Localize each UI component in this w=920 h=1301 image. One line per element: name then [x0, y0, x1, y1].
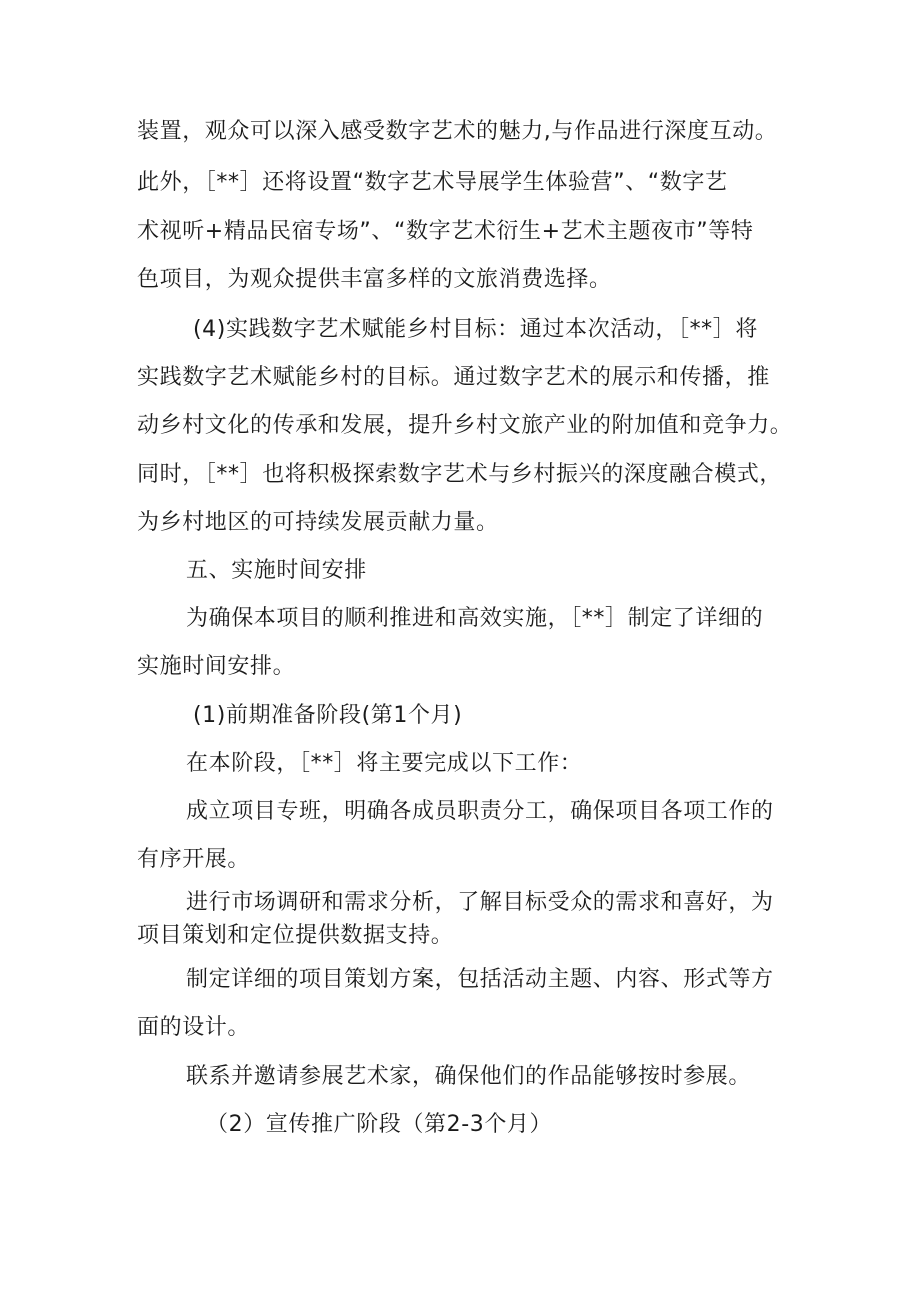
paragraph-line: 动乡村文化的传承和发展，提升乡村文旅产业的附加值和竞争力。: [137, 413, 793, 438]
paragraph-line: (4)实践数字艺术赋能乡村目标：通过本次活动，［**］将: [193, 317, 758, 342]
paragraph-line: 在本阶段，［**］将主要完成以下工作：: [186, 751, 583, 776]
paragraph-line: 有序开展。: [137, 847, 251, 872]
subsection-heading: （2）宣传推广阶段（第2-3个月）: [206, 1112, 553, 1137]
paragraph-line: 为乡村地区的可持续发展贡献力量。: [137, 510, 499, 535]
paragraph-line: 成立项目专班，明确各成员职责分工，确保项目各项工作的: [186, 799, 774, 824]
paragraph-line: 实施时间安排。: [137, 654, 296, 679]
paragraph-line: 色项目，为观众提供丰富多样的文旅消费选择。: [137, 267, 612, 292]
section-heading: 五、实施时间安排: [186, 558, 367, 583]
subsection-heading: (1)前期准备阶段(第1个月): [193, 703, 463, 728]
paragraph-line: 同时，［**］也将积极探索数字艺术与乡村振兴的深度融合模式，: [137, 462, 783, 487]
paragraph-line: 此外，［**］还将设置“数字艺术导展学生体验营”、“数字艺: [137, 170, 728, 195]
paragraph-line: 面的设计。: [137, 1015, 251, 1040]
paragraph-line: 项目策划和定位提供数据支持。: [137, 923, 454, 948]
paragraph-line: 为确保本项目的顺利推进和高效实施，［**］制定了详细的: [186, 606, 764, 631]
paragraph-line: 制定详细的项目策划方案，包括活动主题、内容、形式等方: [186, 967, 774, 992]
paragraph-line: 术视听+精品民宿专场”、“数字艺术衍生+艺术主题夜市”等特: [137, 219, 754, 244]
paragraph-line: 装置，观众可以深入感受数字艺术的魅力,与作品进行深度互动。: [137, 119, 778, 144]
paragraph-line: 实践数字艺术赋能乡村的目标。通过数字艺术的展示和传播，推: [137, 365, 770, 390]
paragraph-line: 联系并邀请参展艺术家，确保他们的作品能够按时参展。: [186, 1064, 752, 1089]
paragraph-line: 进行市场调研和需求分析，了解目标受众的需求和喜好，为: [186, 890, 774, 915]
